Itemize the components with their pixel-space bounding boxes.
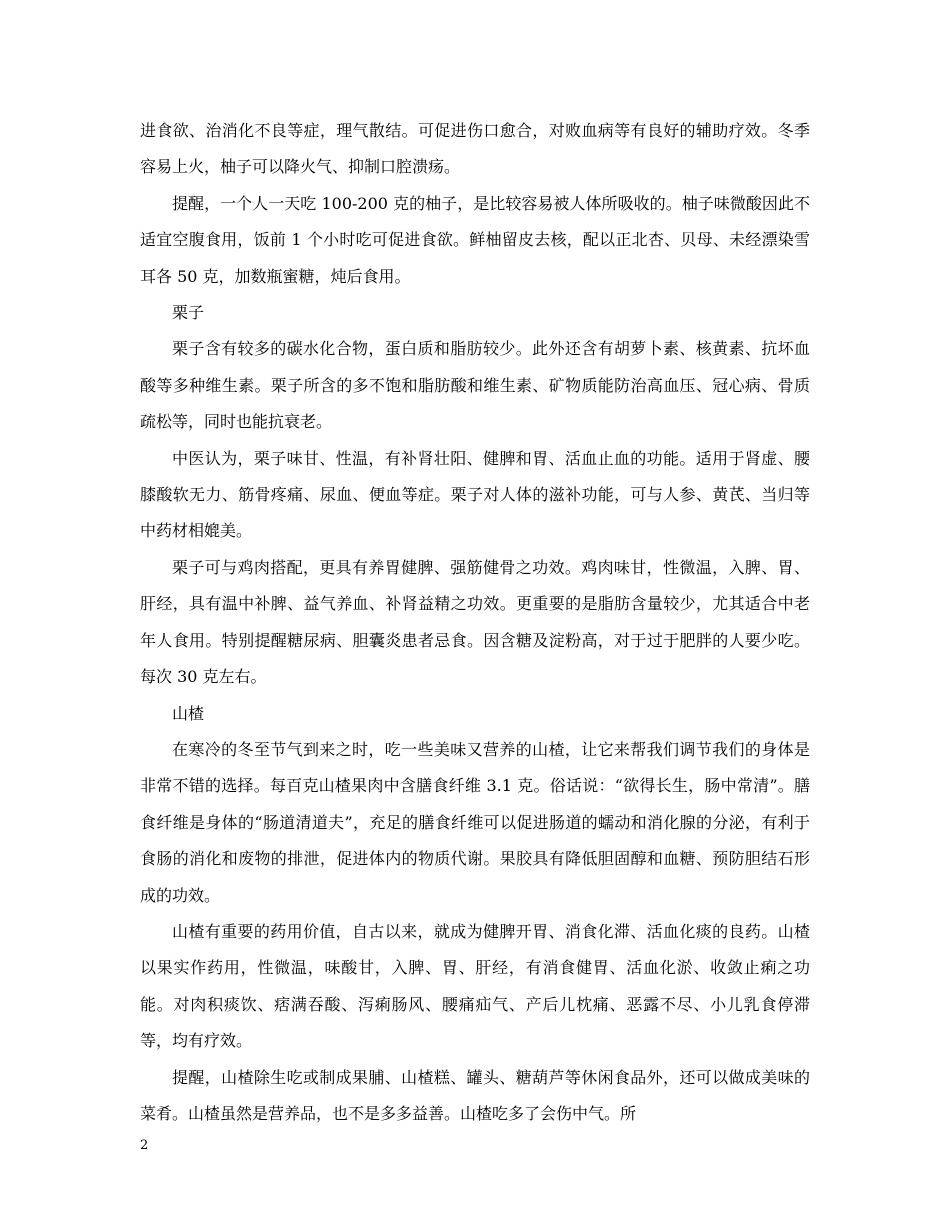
paragraph-yuzi-reminder: 提醒，一个人一天吃 100-200 克的柚子，是比较容易被人体所吸收的。柚子味微酸因此不适宜空腹食用，饭前 1 个小时吃可促进食欲。鲜柚留皮去核，配以正北杏、贝母、未经漂染雪耳各 50 克，加数瓶蜜糖，炖后食用。 <box>140 193 810 286</box>
paragraph-lizi-tcm: 中医认为，栗子味甘、性温，有补肾壮阳、健脾和胃、活血止血的功能。适用于肾虚、腰膝酸软无力、筋骨疼痛、尿血、便血等症。栗子对人体的滋补功能，可与人参、黄芪、当归等中药材相媲美。 <box>140 448 810 541</box>
document-body <box>140 113 810 1132</box>
paragraph-shanzha-reminder: 提醒，山楂除生吃或制成果脯、山楂糕、罐头、糖葫芦等休闲食品外，还可以做成美味的菜肴。山楂虽然是营养品，也不是多多益善。山楂吃多了会伤中气。所 <box>140 1067 810 1123</box>
paragraph-shanzha-fiber: 在寒冷的冬至节气到来之时，吃一些美味又营养的山楂，让它来帮我们调节我们的身体是非常不错的选择。每百克山楂果肉中含膳食纤维 3.1 克。俗话说：“欲得长生，肠中常清”。膳食纤维是身体的“肠道清道夫”，充足的膳食纤维可以促进肠道的蠕动和消化腺的分泌，有利于食肠的消化和废物的排泄，促进体内的物质代谢。果胶具有降低胆固醇和血糖、预防胆结石形成的功效。 <box>140 739 810 905</box>
paragraph-shanzha-medicinal: 山楂有重要的药用价值，自古以来，就成为健脾开胃、消食化滞、活血化痰的良药。山楂以果实作药用，性微温，味酸甘，入脾、胃、肝经，有消食健胃、活血化淤、收敛止痢之功能。对肉积痰饮、痞满吞酸、泻痢肠风、腰痛疝气、产后儿枕痛、恶露不尽、小儿乳食停滞等，均有疗效。 <box>140 921 810 1051</box>
page-number: 2 <box>140 1138 149 1153</box>
paragraph-lizi-nutrition: 栗子含有较多的碳水化合物，蛋白质和脂肪较少。此外还含有胡萝卜素、核黄素、抗坏血酸等多种维生素。栗子所含的多不饱和脂肪酸和维生素、矿物质能防治高血压、冠心病、骨质疏松等，同时也能抗衰老。 <box>140 339 810 432</box>
paragraph-yuzi-benefits: 进食欲、治消化不良等症，理气散结。可促进伤口愈合，对败血病等有良好的辅助疗效。冬季容易上火，柚子可以降火气、抑制口腔溃疡。 <box>140 121 810 177</box>
section-heading-shanzha: 山楂 <box>172 703 205 723</box>
paragraph-lizi-chicken: 栗子可与鸡肉搭配，更具有养胃健脾、强筋健骨之功效。鸡肉味甘，性微温，入脾、胃、肝经，具有温中补脾、益气养血、补肾益精之功效。更重要的是脂肪含量较少，尤其适合中老年人食用。特别提醒糖尿病、胆囊炎患者忌食。因含糖及淀粉高，对于过于肥胖的人要少吃。每次 30 克左右。 <box>140 557 810 687</box>
section-heading-lizi: 栗子 <box>172 303 205 323</box>
